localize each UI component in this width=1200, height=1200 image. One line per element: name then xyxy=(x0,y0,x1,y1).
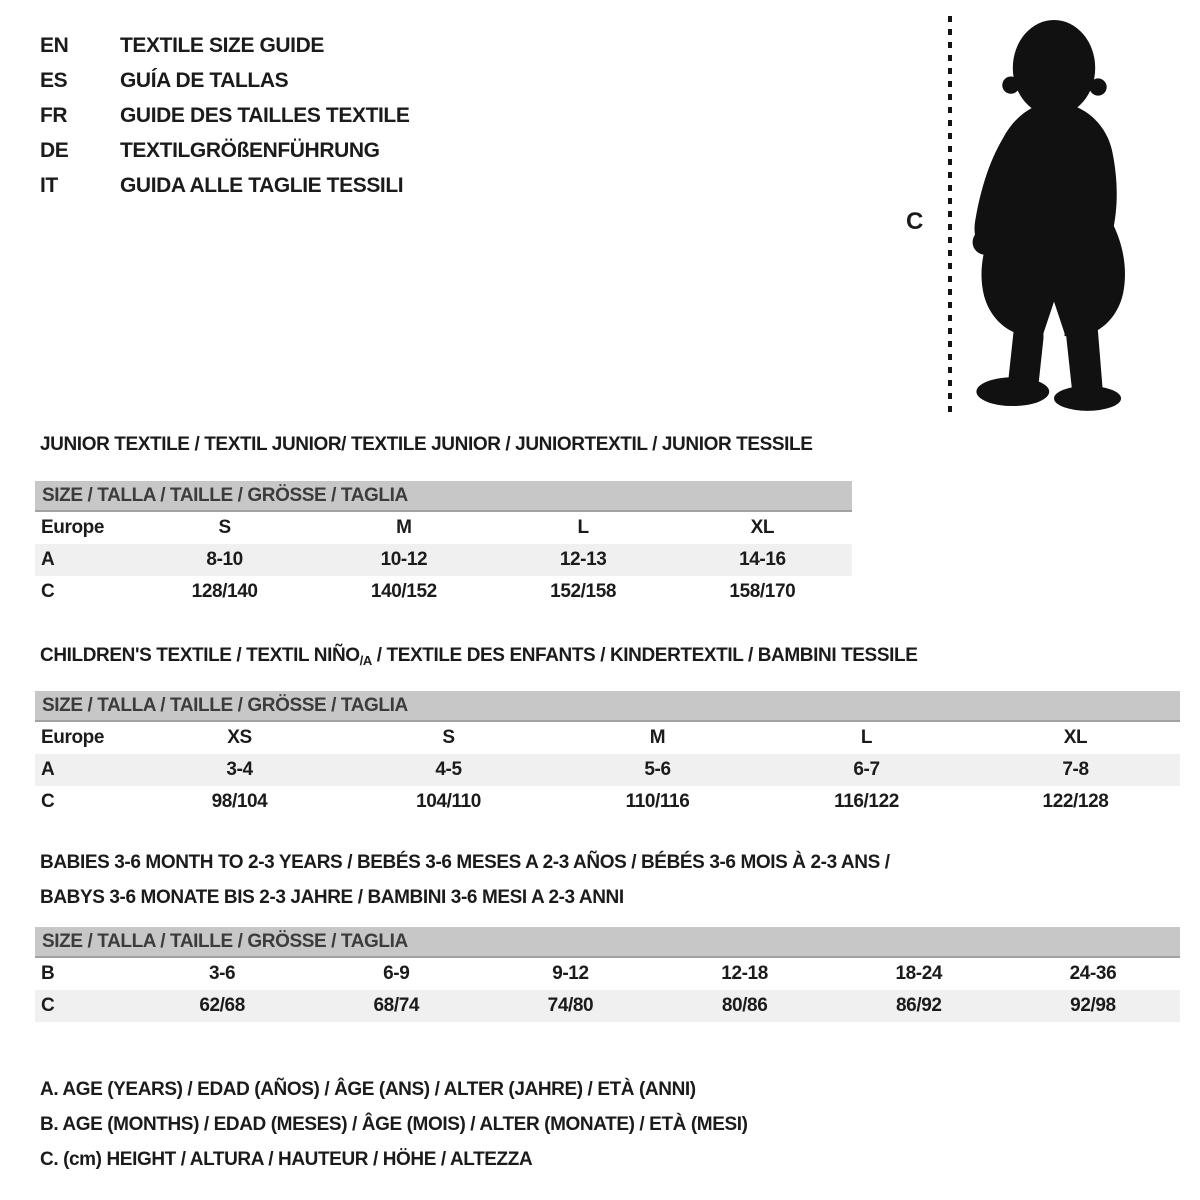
section-title-babies xyxy=(40,845,890,915)
size-value-cell: S xyxy=(218,517,231,538)
size-value-cell: 86/92 xyxy=(896,995,942,1016)
size-value-cell: 5-6 xyxy=(644,759,671,780)
size-header-bar: SIZE / TALLA / TAILLE / GRÖSSE / TAGLIA xyxy=(35,927,1180,958)
row-label: C xyxy=(41,581,55,602)
row-label: C xyxy=(41,995,55,1016)
language-label: TEXTILGRÖßENFÜHRUNG xyxy=(120,138,380,162)
size-value-cell: L xyxy=(577,517,589,538)
language-row xyxy=(40,168,409,203)
size-value-cell: M xyxy=(396,517,412,538)
toddler-silhouette-icon xyxy=(963,12,1145,415)
size-value-cell: 158/170 xyxy=(729,581,796,602)
size-value-cell: L xyxy=(860,727,873,748)
size-value-cell: XS xyxy=(227,727,252,748)
size-value-cell: 140/152 xyxy=(370,581,437,602)
size-value-cell: 8-10 xyxy=(206,549,243,570)
size-value-cell: 6-7 xyxy=(853,759,880,780)
size-header-bar: SIZE / TALLA / TAILLE / GRÖSSE / TAGLIA xyxy=(35,481,852,512)
language-code: DE xyxy=(40,138,69,162)
children-title-text-cont: / TEXTILE DES ENFANTS / KINDERTEXTIL / BAMBINI TESSILE xyxy=(371,645,918,666)
size-header-bar: SIZE / TALLA / TAILLE / GRÖSSE / TAGLIA xyxy=(35,691,1180,722)
size-value-cell: 10-12 xyxy=(380,549,428,570)
size-value-cell: 92/98 xyxy=(1070,995,1116,1016)
table-row xyxy=(35,958,1180,990)
row-label: B xyxy=(41,963,55,984)
size-value-cell: 122/128 xyxy=(1042,791,1109,812)
junior-size-table xyxy=(35,481,852,608)
size-value-cell: S xyxy=(442,727,455,748)
size-value-cell: 6-9 xyxy=(383,963,410,984)
section-title-children xyxy=(40,645,917,668)
size-value-cell: 104/110 xyxy=(416,791,481,812)
size-value-cell: 12-18 xyxy=(721,963,768,984)
row-label: Europe xyxy=(41,517,105,538)
row-label: A xyxy=(41,759,55,780)
size-value-cell: XL xyxy=(1063,727,1088,748)
children-title-text: CHILDREN'S TEXTILE / TEXTIL NIÑO xyxy=(40,645,360,666)
size-value-cell: 14-16 xyxy=(739,549,786,570)
language-code: IT xyxy=(40,173,58,197)
height-measure-label: C xyxy=(906,208,924,235)
size-value-cell: XL xyxy=(750,517,775,538)
language-code: EN xyxy=(40,33,69,57)
children-title-subscript: /A xyxy=(359,653,372,668)
row-label: A xyxy=(41,549,55,570)
babies-title-line2: BABYS 3-6 MONATE BIS 2-3 JAHRE / BAMBINI 3-6 MESI A 2-3 ANNI xyxy=(40,887,624,908)
language-label: TEXTILE SIZE GUIDE xyxy=(120,33,324,57)
language-code: FR xyxy=(40,103,68,127)
size-value-cell: 4-5 xyxy=(435,759,462,780)
size-value-cell: 152/158 xyxy=(550,581,617,602)
size-value-cell: 98/104 xyxy=(211,791,268,812)
legend xyxy=(40,1072,748,1177)
size-value-cell: 80/86 xyxy=(721,995,768,1016)
table-row xyxy=(35,544,852,576)
table-row xyxy=(35,722,1180,754)
legend-line: A. AGE (YEARS) / EDAD (AÑOS) / ÂGE (ANS) / ALTER (JAHRE) / ETÀ (ANNI) xyxy=(40,1079,696,1100)
table-row xyxy=(35,990,1180,1022)
size-value-cell: 128/140 xyxy=(191,581,258,602)
table-row xyxy=(35,576,852,608)
language-label: GUÍA DE TALLAS xyxy=(120,68,289,92)
size-value-cell: 3-6 xyxy=(208,963,236,984)
table-row xyxy=(35,754,1180,786)
language-label: GUIDE DES TAILLES TEXTILE xyxy=(120,103,410,127)
size-value-cell: 74/80 xyxy=(547,995,594,1016)
section-title-junior: JUNIOR TEXTILE / TEXTIL JUNIOR/ TEXTILE JUNIOR / JUNIORTEXTIL / JUNIOR TESSILE xyxy=(40,434,813,455)
size-value-cell: 9-12 xyxy=(552,963,589,984)
size-value-cell: 7-8 xyxy=(1062,759,1089,780)
row-label: C xyxy=(41,791,55,812)
legend-line: C. (cm) HEIGHT / ALTURA / HAUTEUR / HÖHE / ALTEZZA xyxy=(40,1149,533,1170)
size-value-cell: 18-24 xyxy=(895,963,943,984)
size-value-cell: 12-13 xyxy=(559,549,607,570)
size-value-cell: M xyxy=(649,727,666,748)
language-row xyxy=(40,63,409,98)
language-label: GUIDA ALLE TAGLIE TESSILI xyxy=(120,173,404,197)
babies-size-table xyxy=(35,927,1180,1022)
language-row xyxy=(40,133,409,168)
size-value-cell: 62/68 xyxy=(199,995,245,1016)
size-value-cell: 24-36 xyxy=(1069,963,1117,984)
size-value-cell: 110/116 xyxy=(625,791,690,812)
table-row xyxy=(35,512,852,544)
size-value-cell: 3-4 xyxy=(226,759,253,780)
legend-line: B. AGE (MONTHS) / EDAD (MESES) / ÂGE (MOIS) / ALTER (MONATE) / ETÀ (MESI) xyxy=(40,1114,748,1135)
language-row xyxy=(40,28,409,63)
size-value-cell: 116/122 xyxy=(834,791,899,812)
language-code: ES xyxy=(40,68,68,92)
row-label: Europe xyxy=(41,727,105,748)
table-row xyxy=(35,786,1180,818)
height-measure-dashed-line xyxy=(948,16,952,414)
children-size-table xyxy=(35,691,1180,818)
language-row xyxy=(40,98,409,133)
babies-title-line1: BABIES 3-6 MONTH TO 2-3 YEARS / BEBÉS 3-6 MESES A 2-3 AÑOS / BÉBÉS 3-6 MOIS À 2-3 ANS / xyxy=(40,852,890,873)
language-list xyxy=(40,28,409,203)
size-value-cell: 68/74 xyxy=(373,995,420,1016)
